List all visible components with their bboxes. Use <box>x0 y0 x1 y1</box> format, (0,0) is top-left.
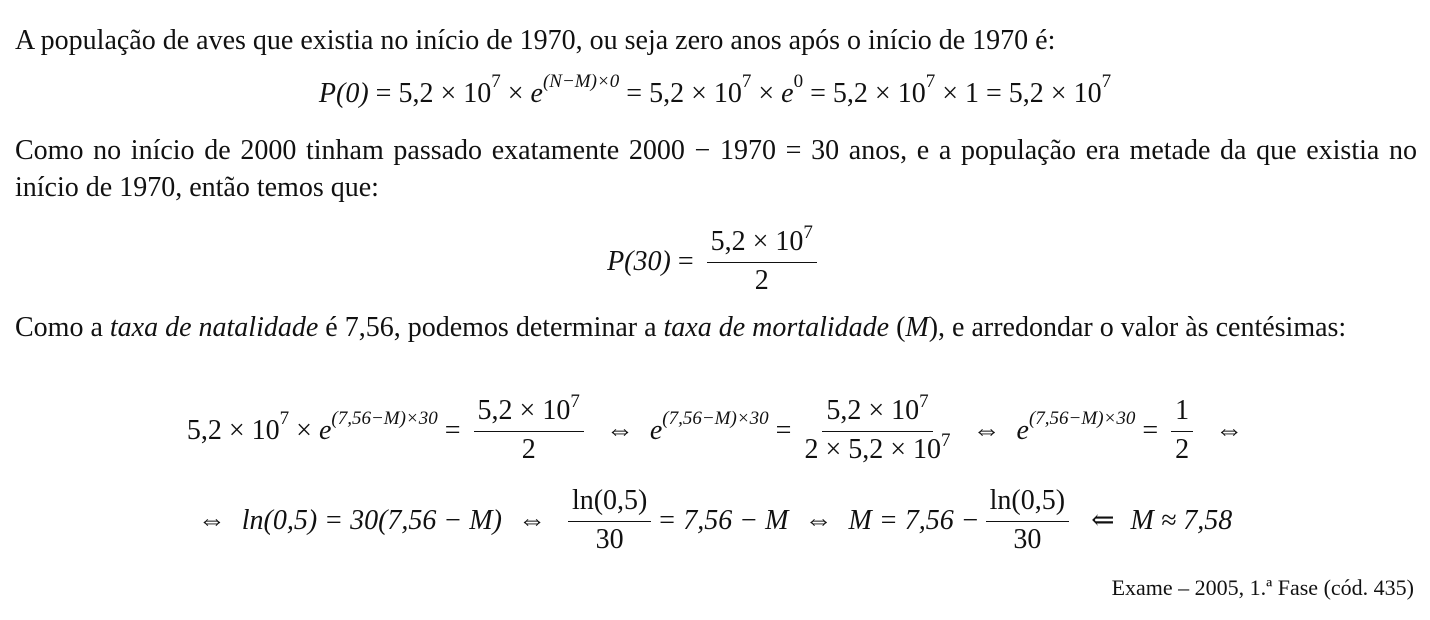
eq1-lhs: P(0) <box>318 78 369 109</box>
paragraph-mortality: Como a taxa de natalidade é 7,56, podemos determinar a taxa de mortalidade (M), e arredondar o valor às centésimas: <box>15 312 1347 343</box>
paragraph-intro: A população de aves que existia no início de 1970, ou seja zero anos após o início de 1970 é: <box>15 25 1056 56</box>
eq4-fraction-1: $\frac{\ln(0,5)}{30}$ <box>568 485 651 556</box>
eq1-result: 5,2 × 10 <box>1008 78 1102 109</box>
eq3-fraction-2: $\frac{5,2 \times 10^7}{2 \times 5,2 \times 10^7}$ <box>804 391 951 465</box>
eq2-lhs: P(30) <box>607 245 671 277</box>
equation-solve-step2: ⇔ ln(0,5) = 30(7,56 − M) ⇔ $\frac{\ln(0,5)}{30}$ = 7,56 − M ⇔ M = 7,56 − $\frac{\ln(0,5)}{30}$ ⇐ M ≈ 7,58 <box>197 485 1233 555</box>
term-natalidade: taxa de natalidade <box>109 312 319 343</box>
equation-p0: P(0) = 5,2 × 10 $^7$ × e $^{(N-M)\times 0}$ = 5,2 × 10 $^7$ × e $^0$ = 5,2 × 10 $^7$ × 1 = 5,2 × 10 $^7$ <box>318 71 1112 109</box>
eq2-fraction: $\frac{5,2 \times 10^7}{2}$ <box>707 226 817 297</box>
paragraph-thirty-years: Como no início de 2000 tinham passado exatamente 2000 − 1970 = 30 anos, e a população era metade da que existia no início de 1970, então temos que: <box>15 135 1417 203</box>
eq3-fraction-half: $\frac{1}{2}$ <box>1171 395 1193 466</box>
eq3-fraction-1: $\frac{5,2 \times 10^7}{2}$ <box>474 395 584 466</box>
term-mortalidade: taxa de mortalidade <box>663 312 890 343</box>
eq4-fraction-2: $\frac{\ln(0,5)}{30}$ <box>986 485 1069 556</box>
equation-solve-step1: 5,2 × 10 $^7$ × e $^{(7,56-M)\times 30}$ = $\frac{5,2 \times 10^7}{2}$ ⇔ e $^{(7,56-M)\times 30}$ = $\frac{5,2 \times 10^7}{2 \times 5,2 \times 10^7}$ ⇔ e $^{(7,56-M)\times 30}$ = $\frac{1}{2}$ ⇔ <box>186 391 1244 465</box>
exam-source: Exame – 2005, 1.ª Fase (cód. 435) <box>1111 575 1414 600</box>
equation-p30: P(30) = $\frac{5,2 \times 10^7}{2}$ <box>0 226 1430 297</box>
eq4-result: M ≈ 7,58 <box>1130 504 1233 536</box>
